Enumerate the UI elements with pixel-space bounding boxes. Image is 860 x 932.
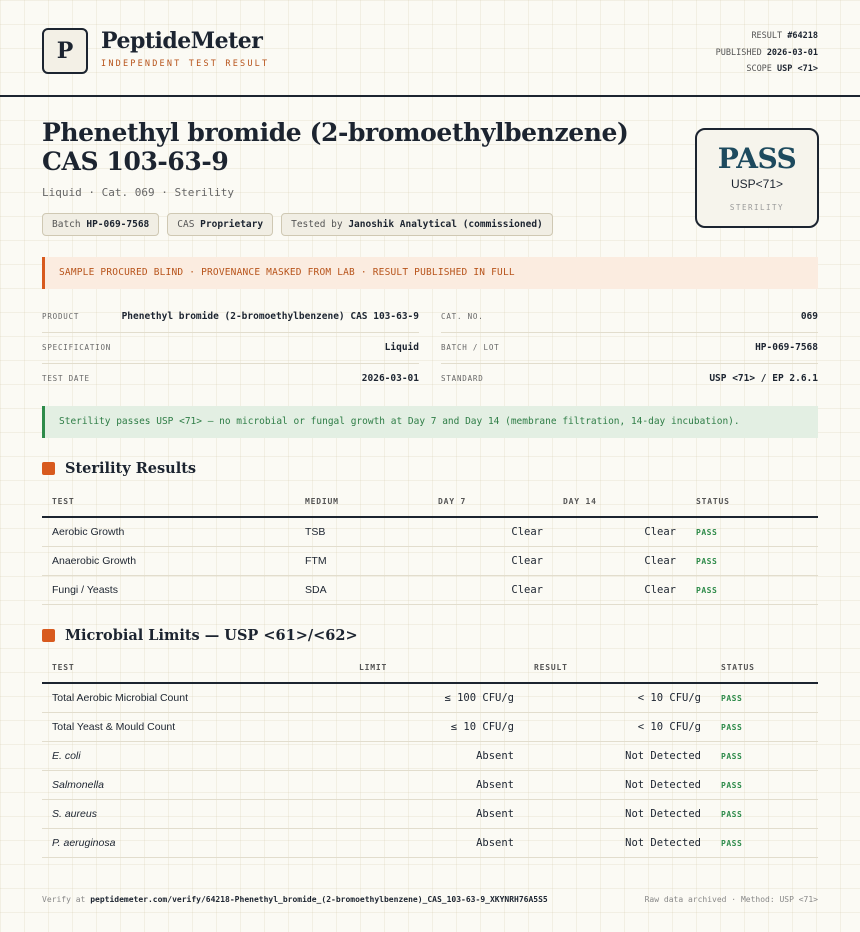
info-value: Liquid bbox=[384, 342, 419, 353]
day-14: Clear bbox=[553, 517, 686, 547]
cas-chip bbox=[167, 213, 273, 236]
published-label: PUBLISHED bbox=[715, 47, 762, 58]
column-header: LIMIT bbox=[349, 662, 524, 683]
status-badge: PASS bbox=[686, 517, 818, 547]
chip-label: Tested by bbox=[291, 219, 343, 230]
medium: SDA bbox=[295, 576, 428, 605]
table-row bbox=[42, 517, 818, 547]
test-name: E. coli bbox=[42, 742, 349, 771]
pass-badge bbox=[695, 128, 819, 228]
result: < 10 CFU/g bbox=[524, 713, 711, 742]
info-row-cat-no bbox=[441, 302, 818, 333]
table-row bbox=[42, 547, 818, 576]
test-name: Salmonella bbox=[42, 771, 349, 800]
footer bbox=[42, 895, 818, 904]
status-badge: PASS bbox=[711, 742, 818, 771]
info-value: HP-069-7568 bbox=[755, 342, 818, 353]
column-header: STATUS bbox=[686, 496, 818, 517]
badge-standard: USP<71> bbox=[730, 177, 784, 191]
status-badge: PASS bbox=[711, 713, 818, 742]
result: Not Detected bbox=[524, 800, 711, 829]
logo-icon: P bbox=[42, 28, 88, 74]
limit: Absent bbox=[349, 800, 524, 829]
info-row-specification bbox=[42, 333, 419, 364]
badge-result: PASS bbox=[717, 142, 797, 175]
medium: FTM bbox=[295, 547, 428, 576]
chip-value: Janoshik Analytical (commissioned) bbox=[348, 219, 543, 230]
table-row bbox=[42, 742, 818, 771]
chip-value: Proprietary bbox=[200, 219, 264, 230]
status-badge: PASS bbox=[711, 771, 818, 800]
chip-row bbox=[42, 213, 553, 236]
published-date: 2026-03-01 bbox=[766, 47, 818, 58]
table-row bbox=[42, 683, 818, 713]
sterility-section-title bbox=[42, 460, 196, 477]
info-right bbox=[441, 302, 818, 394]
day-14: Clear bbox=[553, 547, 686, 576]
limit: ≤ 10 CFU/g bbox=[349, 713, 524, 742]
info-value: USP <71> / EP 2.6.1 bbox=[709, 373, 818, 384]
info-value: 069 bbox=[800, 311, 818, 322]
table-header-row bbox=[42, 662, 818, 683]
table-row bbox=[42, 800, 818, 829]
info-label: BATCH / LOT bbox=[441, 343, 500, 352]
section-marker-icon bbox=[42, 629, 55, 642]
scope-value: USP <71> bbox=[777, 64, 818, 74]
column-header: DAY 14 bbox=[553, 496, 686, 517]
footer-method: Raw data archived · Method: USP <71> bbox=[644, 895, 818, 904]
header bbox=[0, 0, 860, 97]
test-name: P. aeruginosa bbox=[42, 829, 349, 858]
day-7: Clear bbox=[428, 576, 553, 605]
day-14: Clear bbox=[553, 576, 686, 605]
limit: Absent bbox=[349, 829, 524, 858]
microbial-section-title bbox=[42, 627, 358, 644]
limit: ≤ 100 CFU/g bbox=[349, 683, 524, 713]
batch-chip bbox=[42, 213, 159, 236]
section-marker-icon bbox=[42, 462, 55, 475]
test-name: Total Aerobic Microbial Count bbox=[42, 683, 349, 713]
status-badge: PASS bbox=[711, 829, 818, 858]
result: < 10 CFU/g bbox=[524, 683, 711, 713]
status-badge: PASS bbox=[711, 683, 818, 713]
info-label: SPECIFICATION bbox=[42, 343, 112, 352]
page-subtitle: Liquid · Cat. 069 · Sterility bbox=[42, 186, 235, 199]
info-label: TEST DATE bbox=[42, 374, 90, 383]
info-row-batch bbox=[441, 333, 818, 364]
test-name: Fungi / Yeasts bbox=[42, 576, 295, 605]
column-header: TEST bbox=[42, 496, 295, 517]
info-row-standard bbox=[441, 364, 818, 394]
result-number: #64218 bbox=[787, 31, 818, 41]
medium: TSB bbox=[295, 517, 428, 547]
scope-label: SCOPE bbox=[746, 64, 772, 74]
chip-value: HP-069-7568 bbox=[86, 219, 150, 230]
test-name: Total Yeast & Mould Count bbox=[42, 713, 349, 742]
table-row bbox=[42, 713, 818, 742]
column-header: RESULT bbox=[524, 662, 711, 683]
section-title-text: Sterility Results bbox=[65, 460, 197, 477]
result: Not Detected bbox=[524, 829, 711, 858]
brand-subtitle: INDEPENDENT TEST RESULT bbox=[101, 59, 270, 69]
status-badge: PASS bbox=[686, 547, 818, 576]
info-label: PRODUCT bbox=[42, 312, 80, 321]
day-7: Clear bbox=[428, 517, 553, 547]
result: Not Detected bbox=[524, 742, 711, 771]
result-meta bbox=[716, 28, 818, 78]
table-row bbox=[42, 771, 818, 800]
result: Not Detected bbox=[524, 771, 711, 800]
column-header: STATUS bbox=[711, 662, 818, 683]
tested-by-chip bbox=[281, 213, 553, 236]
table-header-row bbox=[42, 496, 818, 517]
section-title-text: Microbial Limits — USP <61>/<62> bbox=[65, 627, 358, 644]
column-header: MEDIUM bbox=[295, 496, 428, 517]
table-row bbox=[42, 576, 818, 605]
result-label: RESULT bbox=[751, 31, 783, 41]
info-row-test-date bbox=[42, 364, 419, 394]
test-name: S. aureus bbox=[42, 800, 349, 829]
info-label: CAT. NO. bbox=[441, 312, 484, 321]
table-row bbox=[42, 829, 818, 858]
brand-name: PeptideMeter bbox=[101, 28, 263, 54]
info-value: 2026-03-01 bbox=[361, 373, 419, 384]
status-badge: PASS bbox=[686, 576, 818, 605]
info-label: STANDARD bbox=[441, 374, 484, 383]
sterility-summary: Sterility passes USP <71> — no microbial or fungal growth at Day 7 and Day 14 (membrane filtration, 14-day incubation). bbox=[42, 406, 818, 438]
title-line-2: CAS 103-63-9 bbox=[42, 147, 229, 176]
test-name: Aerobic Growth bbox=[42, 517, 295, 547]
procurement-notice: SAMPLE PROCURED BLIND · PROVENANCE MASKED FROM LAB · RESULT PUBLISHED IN FULL bbox=[42, 257, 818, 289]
verify-prefix: Verify at bbox=[42, 895, 86, 904]
info-value: Phenethyl bromide (2-bromoethylbenzene) CAS 103-63-9 bbox=[121, 311, 419, 322]
page-title bbox=[42, 118, 652, 176]
microbial-table bbox=[42, 662, 818, 858]
column-header: TEST bbox=[42, 662, 349, 683]
column-header: DAY 7 bbox=[428, 496, 553, 517]
chip-label: CAS bbox=[177, 219, 195, 230]
info-left bbox=[42, 302, 419, 394]
status-badge: PASS bbox=[711, 800, 818, 829]
badge-label: STERILITY bbox=[729, 203, 785, 212]
verify-link[interactable]: peptidemeter.com/verify/64218-Phenethyl_bromide_(2-bromoethylbenzene)_CAS_103-63-9_XKYNRH76A5S5 bbox=[90, 895, 548, 904]
sterility-table bbox=[42, 496, 818, 605]
limit: Absent bbox=[349, 771, 524, 800]
limit: Absent bbox=[349, 742, 524, 771]
title-line-1: Phenethyl bromide (2-bromoethylbenzene) bbox=[42, 118, 629, 147]
day-7: Clear bbox=[428, 547, 553, 576]
info-row-product bbox=[42, 302, 419, 333]
chip-label: Batch bbox=[52, 219, 81, 230]
test-name: Anaerobic Growth bbox=[42, 547, 295, 576]
